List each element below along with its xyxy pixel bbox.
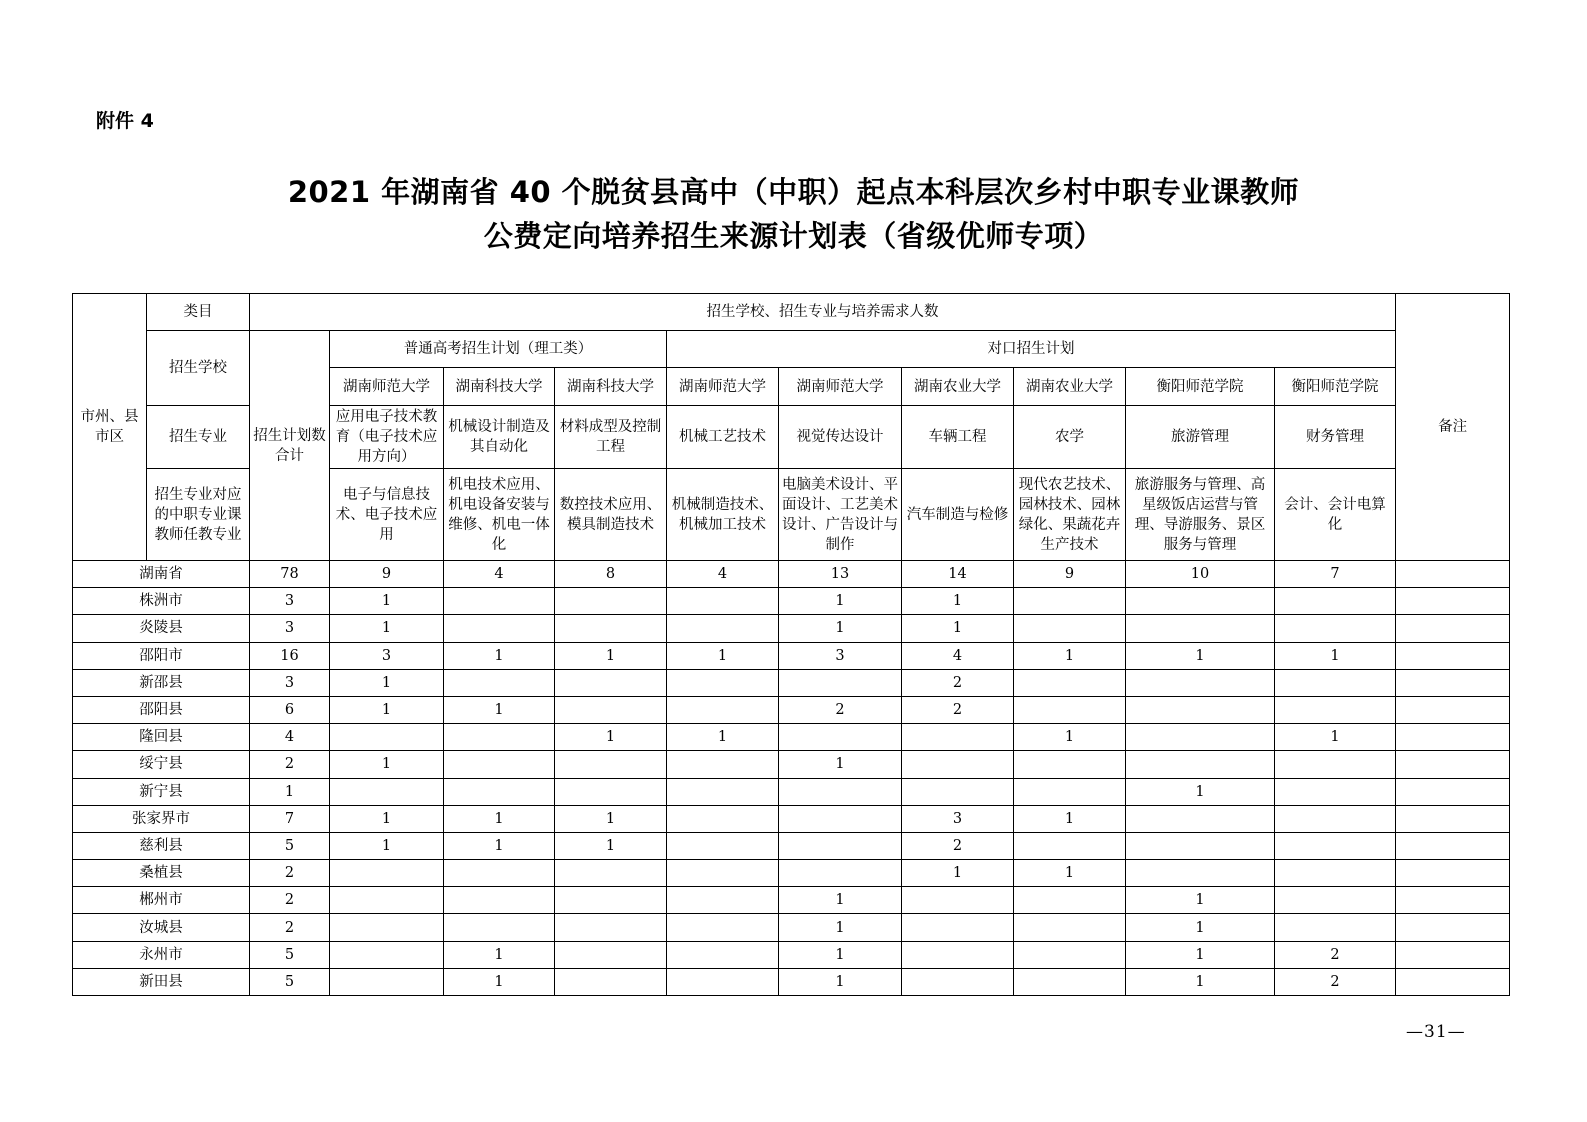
quota-cell: [779, 669, 902, 696]
quota-cell: 1: [779, 588, 902, 615]
quota-cell: 8: [555, 561, 667, 588]
column-major: 机械工艺技术: [667, 406, 779, 469]
total-count: 3: [250, 669, 330, 696]
quota-cell: [555, 615, 667, 642]
quota-cell: 1: [667, 724, 779, 751]
table-row: [73, 724, 1510, 751]
table-row: [73, 805, 1510, 832]
quota-cell: 1: [1126, 778, 1275, 805]
remark-cell: [1396, 860, 1510, 887]
quota-cell: [667, 887, 779, 914]
quota-cell: [667, 805, 779, 832]
quota-cell: [667, 751, 779, 778]
quota-cell: [330, 860, 444, 887]
document-title: [0, 170, 1587, 258]
quota-cell: [902, 751, 1014, 778]
quota-cell: [1275, 669, 1396, 696]
quota-cell: [1014, 887, 1126, 914]
total-count: 7: [250, 805, 330, 832]
column-teaching-major: 电脑美术设计、平面设计、工艺美术设计、广告设计与制作: [779, 469, 902, 561]
quota-cell: [902, 941, 1014, 968]
quota-cell: 3: [779, 642, 902, 669]
quota-cell: 1: [779, 887, 902, 914]
remark-cell: [1396, 615, 1510, 642]
quota-cell: [330, 724, 444, 751]
quota-cell: [1126, 588, 1275, 615]
quota-cell: [1275, 805, 1396, 832]
table-row: [73, 941, 1510, 968]
quota-cell: 1: [330, 696, 444, 723]
quota-cell: [1275, 914, 1396, 941]
quota-cell: [667, 615, 779, 642]
title-line-2: 公费定向培养招生来源计划表（省级优师专项）: [483, 219, 1104, 253]
quota-cell: [555, 914, 667, 941]
region-name: 桑植县: [73, 860, 250, 887]
quota-cell: 1: [1126, 914, 1275, 941]
column-teaching-major: 会计、会计电算化: [1275, 469, 1396, 561]
quota-cell: 1: [667, 642, 779, 669]
remark-cell: [1396, 751, 1510, 778]
table-row: [73, 887, 1510, 914]
quota-cell: 1: [1275, 724, 1396, 751]
quota-cell: [1014, 751, 1126, 778]
remark-cell: [1396, 669, 1510, 696]
table-row: [73, 914, 1510, 941]
quota-cell: 1: [444, 832, 555, 859]
table-row: [73, 696, 1510, 723]
quota-cell: 10: [1126, 561, 1275, 588]
quota-cell: [444, 751, 555, 778]
quota-cell: [1275, 696, 1396, 723]
total-count: 3: [250, 615, 330, 642]
quota-cell: 3: [902, 805, 1014, 832]
column-teaching-major: 电子与信息技术、电子技术应用: [330, 469, 444, 561]
table-row: [73, 561, 1510, 588]
quota-cell: 1: [330, 669, 444, 696]
quota-cell: [902, 968, 1014, 995]
quota-cell: [779, 805, 902, 832]
quota-cell: 1: [779, 615, 902, 642]
quota-cell: 14: [902, 561, 1014, 588]
quota-cell: 2: [902, 832, 1014, 859]
quota-cell: [555, 588, 667, 615]
total-count: 4: [250, 724, 330, 751]
region-name: 邵阳县: [73, 696, 250, 723]
region-name: 新宁县: [73, 778, 250, 805]
quota-cell: [779, 860, 902, 887]
quota-cell: 1: [444, 696, 555, 723]
remark-cell: [1396, 696, 1510, 723]
total-count: 1: [250, 778, 330, 805]
quota-cell: [667, 669, 779, 696]
quota-cell: [1275, 778, 1396, 805]
total-count: 3: [250, 588, 330, 615]
column-major: 旅游管理: [1126, 406, 1275, 469]
quota-cell: [667, 832, 779, 859]
table-row: [73, 751, 1510, 778]
page-number: —31—: [1406, 1022, 1466, 1042]
quota-cell: [330, 968, 444, 995]
region-name: 汝城县: [73, 914, 250, 941]
quota-cell: [555, 941, 667, 968]
remark-cell: [1396, 642, 1510, 669]
quota-cell: [667, 696, 779, 723]
quota-cell: 4: [902, 642, 1014, 669]
total-count: 5: [250, 968, 330, 995]
quota-cell: [1014, 778, 1126, 805]
column-school: 湖南科技大学: [555, 368, 667, 406]
quota-cell: 1: [1126, 887, 1275, 914]
remark-cell: [1396, 588, 1510, 615]
category-label: 类目: [147, 294, 250, 331]
table-row: [73, 615, 1510, 642]
remark-cell: [1396, 968, 1510, 995]
quota-cell: 1: [330, 805, 444, 832]
table-row: [73, 860, 1510, 887]
quota-cell: 4: [667, 561, 779, 588]
quota-cell: [555, 887, 667, 914]
quota-cell: [1275, 615, 1396, 642]
remark-cell: [1396, 914, 1510, 941]
quota-cell: [1275, 588, 1396, 615]
quota-cell: [555, 696, 667, 723]
quota-cell: [902, 724, 1014, 751]
quota-cell: 1: [330, 832, 444, 859]
quota-cell: [330, 941, 444, 968]
column-school: 衡阳师范学院: [1126, 368, 1275, 406]
quota-cell: 1: [1014, 805, 1126, 832]
quota-cell: 2: [1275, 941, 1396, 968]
quota-cell: 1: [779, 751, 902, 778]
row-label-major: 招生专业: [147, 406, 250, 469]
quota-cell: 1: [1126, 941, 1275, 968]
quota-cell: 1: [779, 914, 902, 941]
table-row: [73, 669, 1510, 696]
region-name: 郴州市: [73, 887, 250, 914]
quota-cell: [1014, 832, 1126, 859]
title-line-1: 2021 年湖南省 40 个脱贫县高中（中职）起点本科层次乡村中职专业课教师: [287, 175, 1300, 209]
remark-cell: [1396, 941, 1510, 968]
table-body: [73, 561, 1510, 996]
quota-cell: 1: [1014, 860, 1126, 887]
quota-cell: [667, 860, 779, 887]
quota-cell: [667, 914, 779, 941]
quota-cell: 1: [330, 615, 444, 642]
remark-cell: [1396, 805, 1510, 832]
table-row: [73, 642, 1510, 669]
table-row: [73, 778, 1510, 805]
total-count: 6: [250, 696, 330, 723]
quota-cell: 2: [1275, 968, 1396, 995]
quota-cell: [779, 778, 902, 805]
group-duikou: 对口招生计划: [667, 331, 1396, 368]
total-count: 2: [250, 887, 330, 914]
column-major: 农学: [1014, 406, 1126, 469]
quota-cell: 1: [330, 751, 444, 778]
quota-cell: [667, 778, 779, 805]
quota-cell: 7: [1275, 561, 1396, 588]
quota-cell: 1: [330, 588, 444, 615]
remark-cell: [1396, 561, 1510, 588]
quota-cell: [779, 724, 902, 751]
quota-cell: 1: [555, 805, 667, 832]
column-teaching-major: 现代农艺技术、园林技术、园林绿化、果蔬花卉生产技术: [1014, 469, 1126, 561]
total-count: 2: [250, 860, 330, 887]
quota-cell: [444, 778, 555, 805]
quota-cell: [555, 778, 667, 805]
quota-cell: [330, 887, 444, 914]
quota-cell: 1: [902, 588, 1014, 615]
column-school: 湖南师范大学: [667, 368, 779, 406]
quota-cell: [444, 860, 555, 887]
quota-cell: 1: [902, 615, 1014, 642]
region-name: 新邵县: [73, 669, 250, 696]
total-header: 招生计划数合计: [250, 331, 330, 561]
column-teaching-major: 机械制造技术、机械加工技术: [667, 469, 779, 561]
quota-cell: [555, 751, 667, 778]
quota-cell: 1: [555, 724, 667, 751]
quota-cell: [1126, 860, 1275, 887]
quota-cell: [1126, 615, 1275, 642]
column-major: 材料成型及控制工程: [555, 406, 667, 469]
quota-cell: [667, 588, 779, 615]
enrollment-plan-table: [72, 293, 1510, 996]
quota-cell: 3: [330, 642, 444, 669]
quota-cell: [1126, 832, 1275, 859]
region-name: 邵阳市: [73, 642, 250, 669]
region-name: 隆回县: [73, 724, 250, 751]
column-school: 湖南科技大学: [444, 368, 555, 406]
column-school: 湖南农业大学: [1014, 368, 1126, 406]
quota-cell: 1: [444, 642, 555, 669]
quota-cell: [555, 968, 667, 995]
quota-cell: 9: [330, 561, 444, 588]
quota-cell: [902, 914, 1014, 941]
quota-cell: [555, 860, 667, 887]
header-row-category: [73, 294, 1510, 331]
quota-cell: [444, 669, 555, 696]
quota-cell: [1014, 669, 1126, 696]
region-name: 张家界市: [73, 805, 250, 832]
column-school: 衡阳师范学院: [1275, 368, 1396, 406]
top-header: 招生学校、招生专业与培养需求人数: [250, 294, 1396, 331]
row-label-teaching-major: 招生专业对应的中职专业课教师任教专业: [147, 469, 250, 561]
quota-cell: [1126, 669, 1275, 696]
quota-cell: [779, 832, 902, 859]
table-row: [73, 588, 1510, 615]
column-major: 机械设计制造及其自动化: [444, 406, 555, 469]
quota-cell: [1275, 887, 1396, 914]
column-school: 湖南师范大学: [779, 368, 902, 406]
quota-cell: [1126, 696, 1275, 723]
quota-cell: 2: [902, 669, 1014, 696]
quota-cell: 9: [1014, 561, 1126, 588]
quota-cell: 1: [902, 860, 1014, 887]
quota-cell: [444, 914, 555, 941]
table-row: [73, 968, 1510, 995]
quota-cell: [1275, 860, 1396, 887]
total-count: 5: [250, 941, 330, 968]
column-teaching-major: 旅游服务与管理、高星级饭店运营与管理、导游服务、景区服务与管理: [1126, 469, 1275, 561]
quota-cell: [1014, 914, 1126, 941]
row-label-school: 招生学校: [147, 331, 250, 406]
quota-cell: [1275, 751, 1396, 778]
quota-cell: 1: [1126, 968, 1275, 995]
total-count: 5: [250, 832, 330, 859]
quota-cell: [330, 778, 444, 805]
quota-cell: 1: [444, 941, 555, 968]
quota-cell: [1014, 615, 1126, 642]
region-header: 市州、县市区: [73, 294, 147, 561]
quota-cell: 1: [779, 968, 902, 995]
quota-cell: 13: [779, 561, 902, 588]
quota-cell: 2: [902, 696, 1014, 723]
quota-cell: [1275, 832, 1396, 859]
attachment-label: 附件 4: [96, 110, 154, 132]
total-count: 2: [250, 914, 330, 941]
remarks-header: 备注: [1396, 294, 1510, 561]
quota-cell: 1: [1126, 642, 1275, 669]
quota-cell: [1126, 805, 1275, 832]
quota-cell: 1: [1014, 724, 1126, 751]
column-major: 车辆工程: [902, 406, 1014, 469]
quota-cell: 1: [1014, 642, 1126, 669]
quota-cell: [1014, 588, 1126, 615]
region-name: 湖南省: [73, 561, 250, 588]
region-name: 新田县: [73, 968, 250, 995]
remark-cell: [1396, 724, 1510, 751]
quota-cell: 1: [1275, 642, 1396, 669]
region-name: 株洲市: [73, 588, 250, 615]
quota-cell: [330, 914, 444, 941]
column-teaching-major: 汽车制造与检修: [902, 469, 1014, 561]
total-count: 2: [250, 751, 330, 778]
group-gaokao: 普通高考招生计划（理工类）: [330, 331, 667, 368]
quota-cell: [1126, 751, 1275, 778]
total-count: 16: [250, 642, 330, 669]
quota-cell: 1: [779, 941, 902, 968]
remark-cell: [1396, 778, 1510, 805]
quota-cell: [1126, 724, 1275, 751]
column-major: 视觉传达设计: [779, 406, 902, 469]
quota-cell: 4: [444, 561, 555, 588]
quota-cell: [1014, 968, 1126, 995]
column-school: 湖南农业大学: [902, 368, 1014, 406]
quota-cell: 1: [444, 968, 555, 995]
total-count: 78: [250, 561, 330, 588]
quota-cell: [902, 778, 1014, 805]
region-name: 慈利县: [73, 832, 250, 859]
quota-cell: [667, 941, 779, 968]
remark-cell: [1396, 832, 1510, 859]
quota-cell: [1014, 696, 1126, 723]
quota-cell: [444, 887, 555, 914]
column-major: 应用电子技术教育（电子技术应用方向）: [330, 406, 444, 469]
region-name: 绥宁县: [73, 751, 250, 778]
column-school: 湖南师范大学: [330, 368, 444, 406]
region-name: 永州市: [73, 941, 250, 968]
quota-cell: 1: [555, 642, 667, 669]
quota-cell: [1014, 941, 1126, 968]
quota-cell: [902, 887, 1014, 914]
region-name: 炎陵县: [73, 615, 250, 642]
quota-cell: [555, 669, 667, 696]
remark-cell: [1396, 887, 1510, 914]
column-major: 财务管理: [1275, 406, 1396, 469]
quota-cell: 1: [555, 832, 667, 859]
header-row-groups: [73, 331, 1510, 368]
quota-cell: [444, 724, 555, 751]
quota-cell: [444, 615, 555, 642]
quota-cell: 2: [779, 696, 902, 723]
column-teaching-major: 数控技术应用、模具制造技术: [555, 469, 667, 561]
quota-cell: [444, 588, 555, 615]
table-row: [73, 832, 1510, 859]
quota-cell: [667, 968, 779, 995]
quota-cell: 1: [444, 805, 555, 832]
column-teaching-major: 机电技术应用、机电设备安装与维修、机电一体化: [444, 469, 555, 561]
